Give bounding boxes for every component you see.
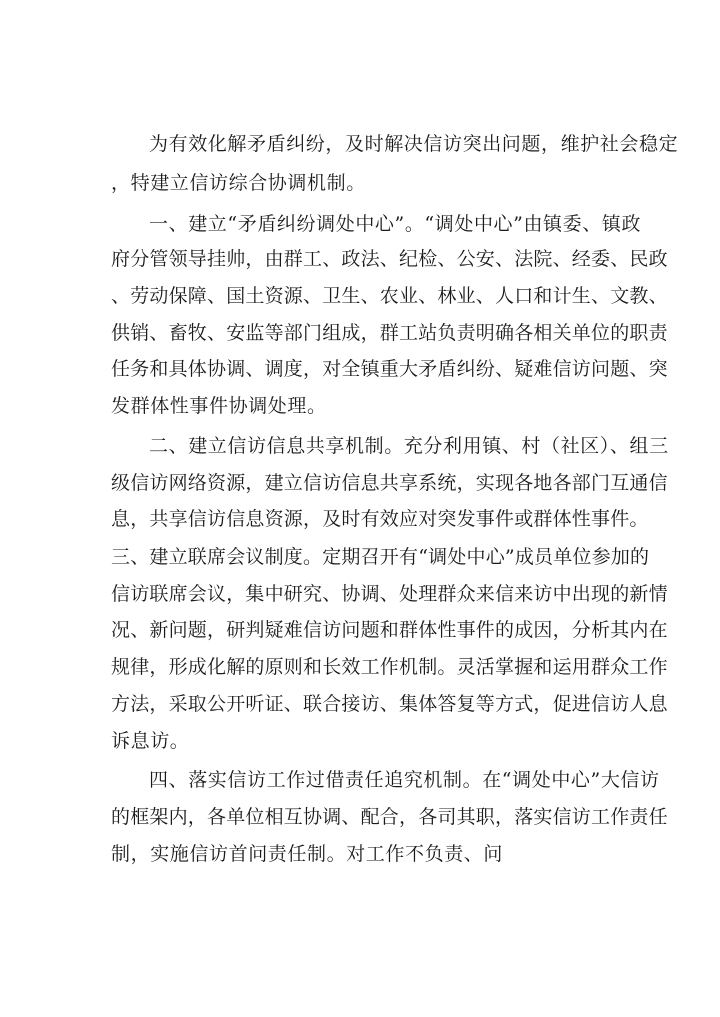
section-1-line-3: 、劳动保障、国土资源、卫生、农业、林业、人口和计生、文教、 [111, 285, 668, 307]
section-3-line-4: 规律，形成化解的原则和长效工作机制。灵活掌握和运用群众工作 [111, 656, 668, 678]
section-4-line-2: 的框架内，各单位相互协调、配合，各司其职，落实信访工作责任 [111, 806, 668, 828]
section-1-heading-line: 一、建立“矛盾纠纷调处中心”。“调处中心”由镇委、镇政 [149, 213, 642, 235]
section-4-line-3: 制，实施信访首问责任制。对工作不负责、问 [111, 843, 504, 865]
section-1-line-2: 府分管领导挂帅，由群工、政法、纪检、公安、法院、经委、民政 [111, 248, 668, 270]
section-3-line-2: 信访联席会议，集中研究、协调、处理群众来信来访中出现的新情 [111, 583, 668, 605]
section-3-line-5: 方法，采取公开听证、联合接访、集体答复等方式，促进信访人息 [111, 693, 668, 715]
section-3-line-3: 况、新问题，研判疑难信访问题和群体性事件的成因，分析其内在 [111, 619, 668, 641]
section-3-line-6: 诉息访。 [111, 730, 190, 752]
paragraph-intro-line-2: ，特建立信访综合协调机制。 [111, 172, 366, 194]
section-2-heading-line: 二、建立信访信息共享机制。充分利用镇、村（社区）、组三 [149, 435, 669, 457]
section-4-heading-line: 四、落实信访工作过借责任追究机制。在“调处中心”大信访 [149, 769, 660, 791]
section-2-line-2: 级信访网络资源，建立信访信息共享系统，实现各地各部门互通信 [111, 472, 668, 494]
paragraph-intro-line-1: 为有效化解矛盾纠纷，及时解决信访突出问题，维护社会稳定 [149, 133, 679, 155]
section-1-line-6: 发群体性事件协调处理。 [111, 395, 327, 417]
section-2-line-3: 息，共享信访信息资源，及时有效应对突发事件或群体性事件。 [111, 508, 649, 530]
section-1-line-5: 任务和具体协调、调度，对全镇重大矛盾纠纷、疑难信访问题、突 [111, 358, 668, 380]
section-3-heading-line: 三、建立联席会议制度。定期召开有“调处中心”成员单位参加的 [111, 546, 650, 568]
section-1-line-4: 供销、畜牧、安监等部门组成，群工站负责明确各相关单位的职责 [111, 322, 668, 344]
